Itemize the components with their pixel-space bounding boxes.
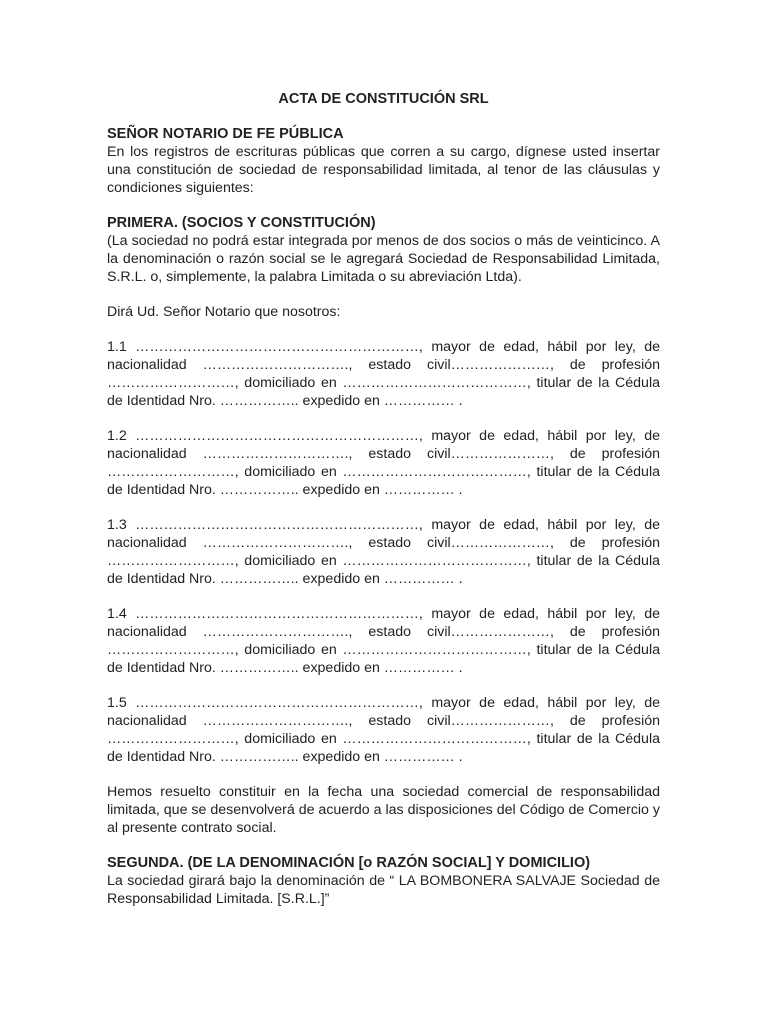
clause-primera-text: (La sociedad no podrá estar integrada por menos de dos socios o más de veinticinco. A la denominación o razón social se le agregará Sociedad de Responsabilidad Limitada, S.R.L. o, simplemente, la palabra Limitada o su abreviación Ltda). <box>107 233 660 285</box>
partner-entry-5: 1.5 ……………………………………………………, mayor de edad, hábil por ley, de nacionalidad …………………………., estado civil…………………, de profesión ………………………, domiciliado en …………………………………, titular de la Cédula de Identidad Nro. …………….. expedido en …………… . <box>107 695 660 765</box>
partner-entry-4: 1.4 ……………………………………………………, mayor de edad, hábil por ley, de nacionalidad …………………………., estado civil…………………, de profesión ………………………, domiciliado en …………………………………, titular de la Cédula de Identidad Nro. …………….. expedido en …………… . <box>107 606 660 676</box>
partner-entry-3: 1.3 ……………………………………………………, mayor de edad, hábil por ley, de nacionalidad …………………………., estado civil…………………, de profesión ………………………, domiciliado en …………………………………, titular de la Cédula de Identidad Nro. …………….. expedido en …………… . <box>107 517 660 587</box>
document-body <box>107 90 660 908</box>
clause-primera-heading: PRIMERA. (SOCIOS Y CONSTITUCIÓN) <box>107 215 376 231</box>
clause-segunda-text: La sociedad girará bajo la denominación de “ LA BOMBONERA SALVAJE Sociedad de Responsabilidad Limitada. [S.R.L.]” <box>107 873 660 907</box>
document-title: ACTA DE CONSTITUCIÓN SRL <box>278 91 489 107</box>
statement-paragraph: Dirá Ud. Señor Notario que nosotros: <box>107 304 341 320</box>
partner-entry-1: 1.1 ……………………………………………………, mayor de edad, hábil por ley, de nacionalidad …………………………., estado civil…………………, de profesión ………………………, domiciliado en …………………………………, titular de la Cédula de Identidad Nro. …………….. expedido en …………… . <box>107 339 660 409</box>
clause-segunda-heading: SEGUNDA. (DE LA DENOMINACIÓN [o RAZÓN SOCIAL] Y DOMICILIO) <box>107 855 591 871</box>
addressee-heading: SEÑOR NOTARIO DE FE PÚBLICA <box>107 126 344 142</box>
partner-entry-2: 1.2 ……………………………………………………, mayor de edad, hábil por ley, de nacionalidad …………………………., estado civil…………………, de profesión ………………………, domiciliado en …………………………………, titular de la Cédula de Identidad Nro. …………….. expedido en …………… . <box>107 428 660 498</box>
resolution-paragraph: Hemos resuelto constituir en la fecha una sociedad comercial de responsabilidad limitada, que se desenvolverá de acuerdo a las disposiciones del Código de Comercio y al presente contrato social. <box>107 784 660 836</box>
intro-paragraph: En los registros de escrituras públicas que corren a su cargo, dígnese usted insertar una constitución de sociedad de responsabilidad limitada, al tenor de las cláusulas y condiciones siguientes: <box>107 144 660 196</box>
